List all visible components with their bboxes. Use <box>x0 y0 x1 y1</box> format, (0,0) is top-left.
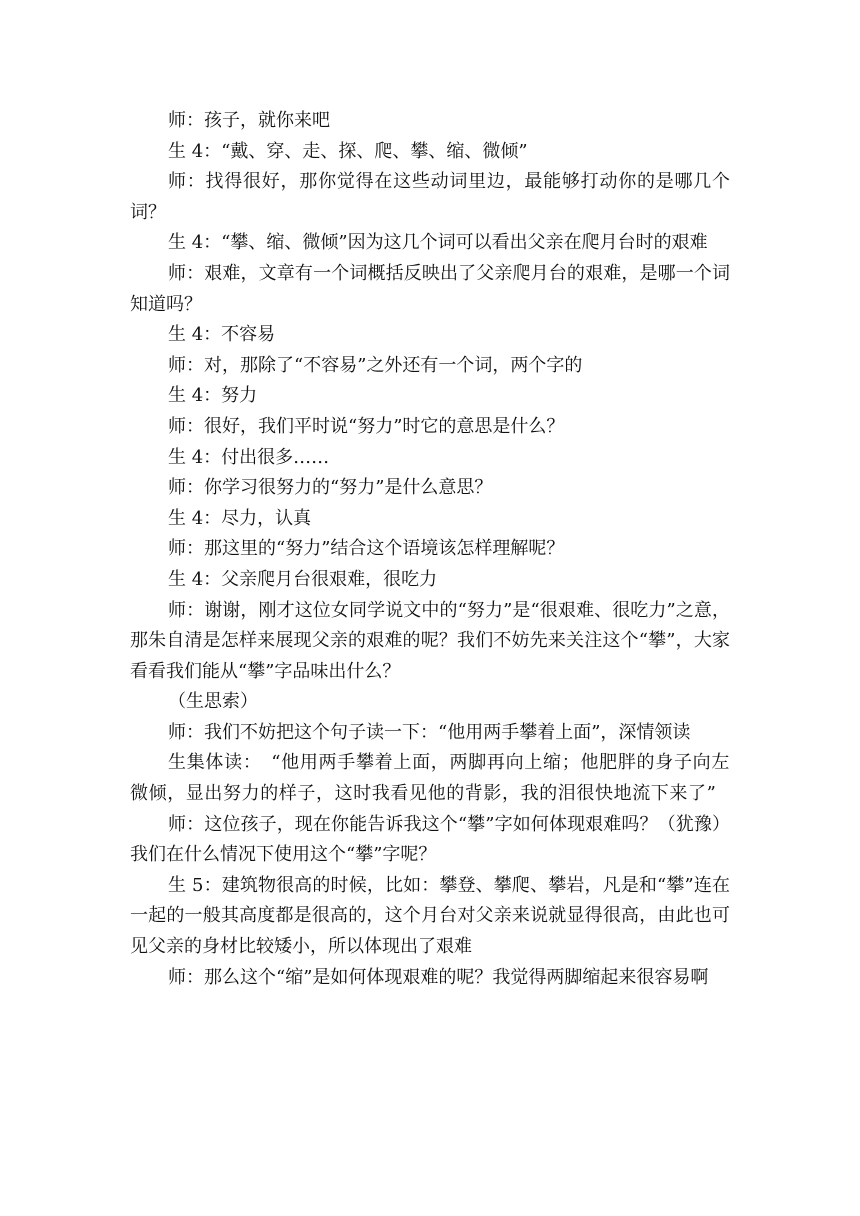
dialogue-line: 师：你学习很努力的“努力”是什么意思？ <box>168 477 493 499</box>
dialogue-line: 生 4：“戴、穿、走、探、爬、攀、缩、微倾” <box>168 140 528 162</box>
group-reading-quote: 生集体读： “他用两手攀着上面，两脚再向上缩；他肥胖的身子向左微倾，显出努力的样子，这时我看见他的背影，我的泪很快地流下来了” <box>130 752 730 805</box>
dialogue-line: 师：对，那除了“不容易”之外还有一个词，两个字的 <box>168 354 583 376</box>
dialogue-line: 师：找得很好，那你觉得在这些动词里边，最能够打动你的是哪几个词？ <box>130 171 730 223</box>
dialogue-line: 生 5：建筑物很高的时候，比如：攀登、攀爬、攀岩，凡是和“攀”连在一起的一般其高度都是很高的，这个月台对父亲来说就显得很高，由此也可见父亲的身材比较矮小，所以体现出了艰难 <box>130 874 730 958</box>
dialogue-line: 生 4：“攀、缩、微倾”因为这几个词可以看出父亲在爬月台时的艰难 <box>168 232 708 254</box>
dialogue-line: 生 4：父亲爬月台很艰难，很吃力 <box>168 568 438 590</box>
dialogue-line: 师：我们不妨把这个句子读一下：“他用两手攀着上面”，深情领读 <box>168 721 691 743</box>
dialogue-line: 师：那么这个“缩”是如何体现艰难的呢？我觉得两脚缩起来很容易啊 <box>168 966 709 988</box>
dialogue-line: 师：那这里的“努力”结合这个语境该怎样理解呢？ <box>168 538 565 560</box>
dialogue-line: 师：谢谢，刚才这位女同学说文中的“努力”是“很艰难、很吃力”之意，那朱自清是怎样来展现父亲的艰难的呢？我们不妨先来关注这个“攀”，大家看看我们能从“攀”字品味出什么？ <box>130 599 730 682</box>
dialogue-line: 生 4：努力 <box>168 385 258 407</box>
dialogue-line: 师：艰难，文章有一个词概括反映出了父亲爬月台的艰难，是哪一个词知道吗？ <box>130 262 730 315</box>
stage-direction: （生思索） <box>168 691 258 713</box>
dialogue-line: 生 4：尽力，认真 <box>168 507 312 529</box>
dialogue-line: 生 4：付出很多…… <box>168 446 330 468</box>
document-page <box>130 106 730 993</box>
dialogue-line: 生 4：不容易 <box>168 324 276 346</box>
dialogue-line: 师：这位孩子，现在你能告诉我这个“攀”字如何体现艰难吗？（犹豫）我们在什么情况下使用这个“攀”字呢？ <box>130 813 730 866</box>
dialogue-line: 师：孩子，就你来吧 <box>168 110 330 131</box>
dialogue-line: 师：很好，我们平时说“努力”时它的意思是什么？ <box>168 415 565 437</box>
